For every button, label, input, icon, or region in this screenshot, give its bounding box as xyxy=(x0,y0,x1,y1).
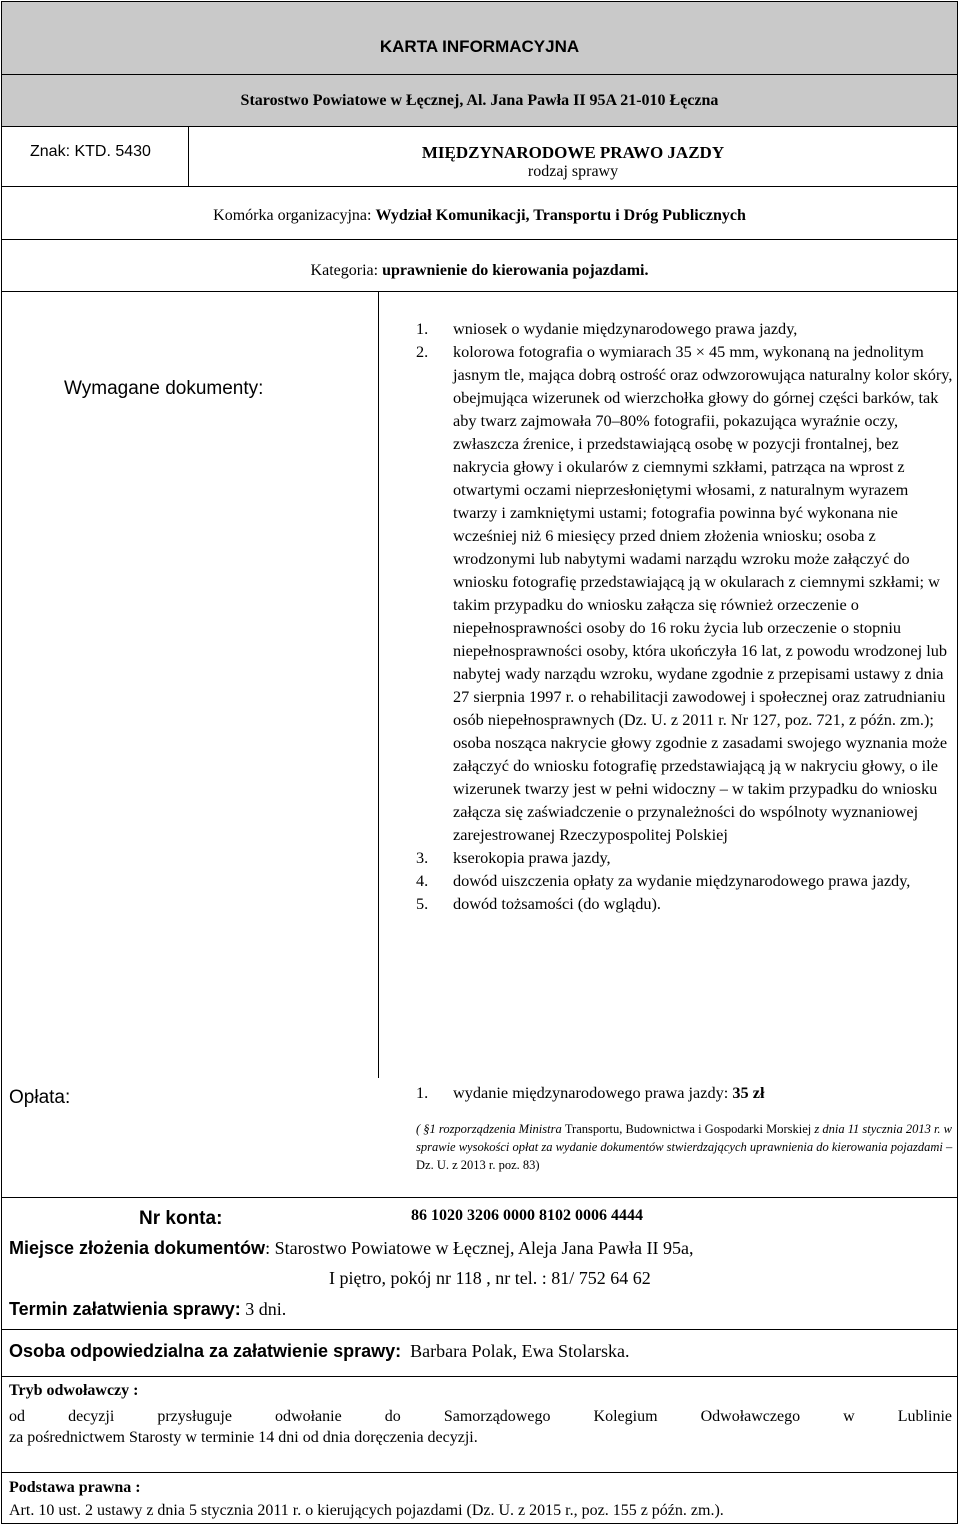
submission-place-value: : Starostwo Powiatowe w Łęcznej, Aleja Jana Pawła II 95a, xyxy=(265,1238,694,1258)
account-number: 86 1020 3206 0000 8102 0006 4444 xyxy=(411,1207,643,1224)
divider xyxy=(2,1329,957,1330)
documents-label: Wymagane dokumenty: xyxy=(64,378,264,399)
processing-term xyxy=(9,1299,286,1320)
appeal-text-line1: od decyzji przysługuje odwołanie do Samorządowego Kolegium Odwoławczego w Lublinie xyxy=(9,1408,952,1425)
account-label: Nr konta: xyxy=(139,1208,223,1229)
list-item: 2. kolorowa fotografia o wymiarach 35 × 45 mm, wykonaną na jednolitym jasnym tle, mająca dobrą ostrość oraz odwzorowująca naturalny kolor skóry, obejmująca wizerunek od wierzchołka głowy do górnej części barków, tak aby twarz zajmowała 70–80% fotografii, pokazująca wyraźnie oczy, zwłaszcza źrenice, i przedstawiającą osobę w pozycji frontalnej, bez nakrycia głowy i okularów z ciemnymi szkłami, patrząca na wprost z otwartymi oczami nieprzesłoniętymi włosami, z naturalnym wyrazem twarzy i zamkniętymi ustami; fotografia powinna być wykonana nie wcześniej niż 6 miesięcy przed dniem złożenia wniosku; osoba z wrodzonymi lub nabytymi wadami narządu wzroku może załączyć do wniosku fotografię przedstawiającą ją w okularach z ciemnymi szkłami; w takim przypadku do wniosku załącza się również orzeczenie o niepełnosprawności osoby do 16 roku życia lub orzeczenie o stopniu niepełnosprawności osoby, która ukończyła 16 lat, z powodu wrodzonej lub nabytej wady narządu wzroku, wydane zgodnie z przepisami ustawy z dnia 27 sierpnia 1997 r. o rehabilitacji zawodowej i społecznej oraz zatrudnianiu osób niepełnosprawnych (Dz. U. z 2011 r. Nr 127, poz. 721, z późn. zm.); osoba nosząca nakrycie głowy zgodnie z zasadami swojego wyznania może załączyć do wniosku fotografię przedstawiającą ją w nakryciu głowy, o ile wizerunek twarzy jest w pełni widoczny – w takim przypadku do wniosku załącza się zaświadczenie o przynależności do wspólnoty wyznaniowej zarejestrowanej Rzeczypospolitej Polskiej xyxy=(416,342,953,844)
documents-list xyxy=(416,317,956,915)
case-type-caption: rodzaj sprawy xyxy=(527,163,619,180)
legal-basis-label: Podstawa prawna : xyxy=(9,1479,141,1496)
information-card xyxy=(1,1,958,1524)
fee-amount: 35 zł xyxy=(732,1083,765,1102)
divider xyxy=(2,1376,957,1377)
fee-row xyxy=(2,1082,957,1198)
list-item: 5. dowód tożsamości (do wglądu). xyxy=(416,894,661,913)
responsible-value: Barbara Polak, Ewa Stolarska. xyxy=(410,1341,630,1361)
details-section xyxy=(2,1198,957,1526)
fee-label: Opłata: xyxy=(9,1087,71,1108)
responsible-person xyxy=(9,1341,630,1362)
office-address: Starostwo Powiatowe w Łęcznej, Al. Jana Pawła II 95A 21-010 Łęczna xyxy=(240,92,719,109)
card-title-row xyxy=(2,2,957,75)
processing-term-label: Termin załatwienia sprawy: xyxy=(9,1299,241,1319)
unit-value: Wydział Komunikacji, Transportu i Dróg Publicznych xyxy=(375,207,746,224)
case-sign-label: Znak: xyxy=(30,143,71,160)
list-item: 4. dowód uiszczenia opłaty za wydanie międzynarodowego prawa jazdy, xyxy=(416,871,911,890)
divider xyxy=(2,1472,957,1473)
responsible-label: Osoba odpowiedzialna za załatwienie sprawy: xyxy=(9,1341,402,1361)
case-name: MIĘDZYNARODOWE PRAWO JAZDY xyxy=(421,143,725,162)
submission-place-label: Miejsce złożenia dokumentów xyxy=(9,1238,266,1258)
documents-row xyxy=(2,292,957,1082)
unit-label: Komórka organizacyjna: xyxy=(213,207,372,224)
submission-place xyxy=(9,1238,693,1259)
submission-place-room: I piętro, pokój nr 118 , nr tel. : 81/ 752 64 62 xyxy=(329,1268,651,1288)
category-row xyxy=(2,240,957,292)
case-sign-cell xyxy=(2,127,189,186)
category-label: Kategoria: xyxy=(310,262,379,279)
processing-term-value: 3 dni. xyxy=(245,1299,287,1319)
case-sign-value: KTD. 5430 xyxy=(74,143,151,160)
unit-row xyxy=(2,187,957,240)
documents-label-cell xyxy=(2,292,379,1078)
fee-item: 1. wydanie międzynarodowego prawa jazdy: 35 zł xyxy=(416,1083,765,1102)
list-item: 1. wniosek o wydanie międzynarodowego prawa jazdy, xyxy=(416,319,798,338)
list-item: 3. kserokopia prawa jazdy, xyxy=(416,848,611,867)
case-type-cell xyxy=(189,127,957,186)
fee-legal-note: ( §1 rozporządzenia Ministra Transportu, Budownictwa i Gospodarki Morskiej z dnia 11 stycznia 2013 r. w sprawie wysokości opłat za wydanie dokumentów stwierdzających uprawnienia do kierowania pojazdami – Dz. U. z 2013 r. poz. 83) xyxy=(416,1122,953,1172)
card-title: KARTA INFORMACYJNA xyxy=(379,37,580,56)
legal-basis-text: Art. 10 ust. 2 ustawy z dnia 5 stycznia 2011 r. o kierujących pojazdami (Dz. U. z 2015 r., poz. 155 z późn. zm.). xyxy=(9,1502,724,1519)
office-row xyxy=(2,75,957,127)
case-row xyxy=(2,127,957,187)
category-value: uprawnienie do kierowania pojazdami. xyxy=(382,262,649,279)
appeal-text-line2: za pośrednictwem Starosty w terminie 14 dni od dnia doręczenia decyzji. xyxy=(9,1429,478,1446)
appeal-label: Tryb odwoławczy : xyxy=(9,1382,139,1399)
